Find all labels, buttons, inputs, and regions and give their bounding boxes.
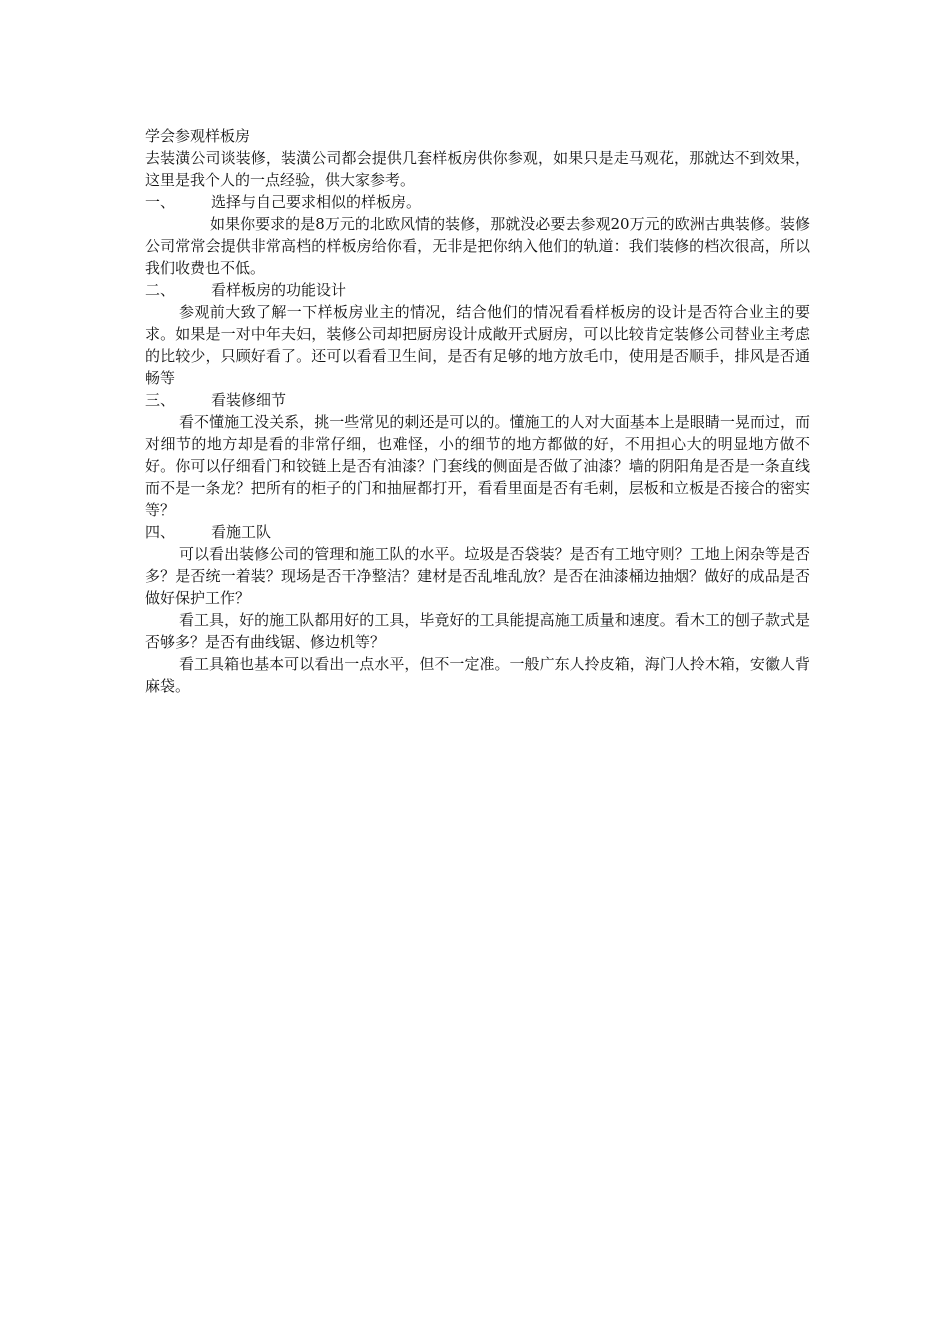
section-4-paragraph-1: 可以看出装修公司的管理和施工队的水平。垃圾是否袋装？是否有工地守则？工地上闲杂等是否多？是否统一着装？现场是否干净整洁？建材是否乱堆乱放？是否在油漆桶边抽烟？做好的成品是否做好保护工作？ <box>145 545 810 607</box>
section-1-number: 一、 <box>145 193 176 211</box>
section-3-number: 三、 <box>145 391 176 409</box>
intro-paragraph: 去装潢公司谈装修，装潢公司都会提供几套样板房供你参观，如果只是走马观花，那就达不到效果，这里是我个人的一点经验，供大家参考。 <box>145 149 810 189</box>
document-title: 学会参观样板房 <box>145 127 251 145</box>
document-body <box>145 125 810 697</box>
section-2-paragraph: 参观前大致了解一下样板房业主的情况，结合他们的情况看看样板房的设计是否符合业主的要求。如果是一对中年夫妇，装修公司却把厨房设计成敞开式厨房，可以比较肯定装修公司替业主考虑的比较少，只顾好看了。还可以看看卫生间，是否有足够的地方放毛巾，使用是否顺手，排风是否通畅等 <box>145 303 810 387</box>
section-4-title: 看施工队 <box>211 523 272 541</box>
section-3-title: 看装修细节 <box>211 391 287 409</box>
section-2-title: 看样板房的功能设计 <box>211 281 347 299</box>
section-3-heading <box>145 389 810 411</box>
section-1-title: 选择与自己要求相似的样板房。 <box>211 193 422 211</box>
section-4-number: 四、 <box>145 523 176 541</box>
section-1-paragraph: 如果你要求的是8万元的北欧风情的装修，那就没必要去参观20万元的欧洲古典装修。装修公司常常会提供非常高档的样板房给你看，无非是把你纳入他们的轨道：我们装修的档次很高，所以我们收费也不低。 <box>145 215 810 277</box>
section-4-heading <box>145 521 810 543</box>
section-4-paragraph-2: 看工具，好的施工队都用好的工具，毕竟好的工具能提高施工质量和速度。看木工的刨子款式是否够多？是否有曲线锯、修边机等？ <box>145 611 810 651</box>
section-3-paragraph: 看不懂施工没关系，挑一些常见的刺还是可以的。懂施工的人对大面基本上是眼睛一晃而过，而对细节的地方却是看的非常仔细，也难怪，小的细节的地方都做的好，不用担心大的明显地方做不好。你可以仔细看门和铰链上是否有油漆？门套线的侧面是否做了油漆？墙的阴阳角是否是一条直线而不是一条龙？把所有的柜子的门和抽屉都打开，看看里面是否有毛刺，层板和立板是否接合的密实等？ <box>145 413 810 519</box>
section-2-heading <box>145 279 810 301</box>
section-2-number: 二、 <box>145 281 176 299</box>
section-4-paragraph-3: 看工具箱也基本可以看出一点水平，但不一定准。一般广东人拎皮箱，海门人拎木箱，安徽人背麻袋。 <box>145 655 810 695</box>
section-1-heading <box>145 191 810 213</box>
